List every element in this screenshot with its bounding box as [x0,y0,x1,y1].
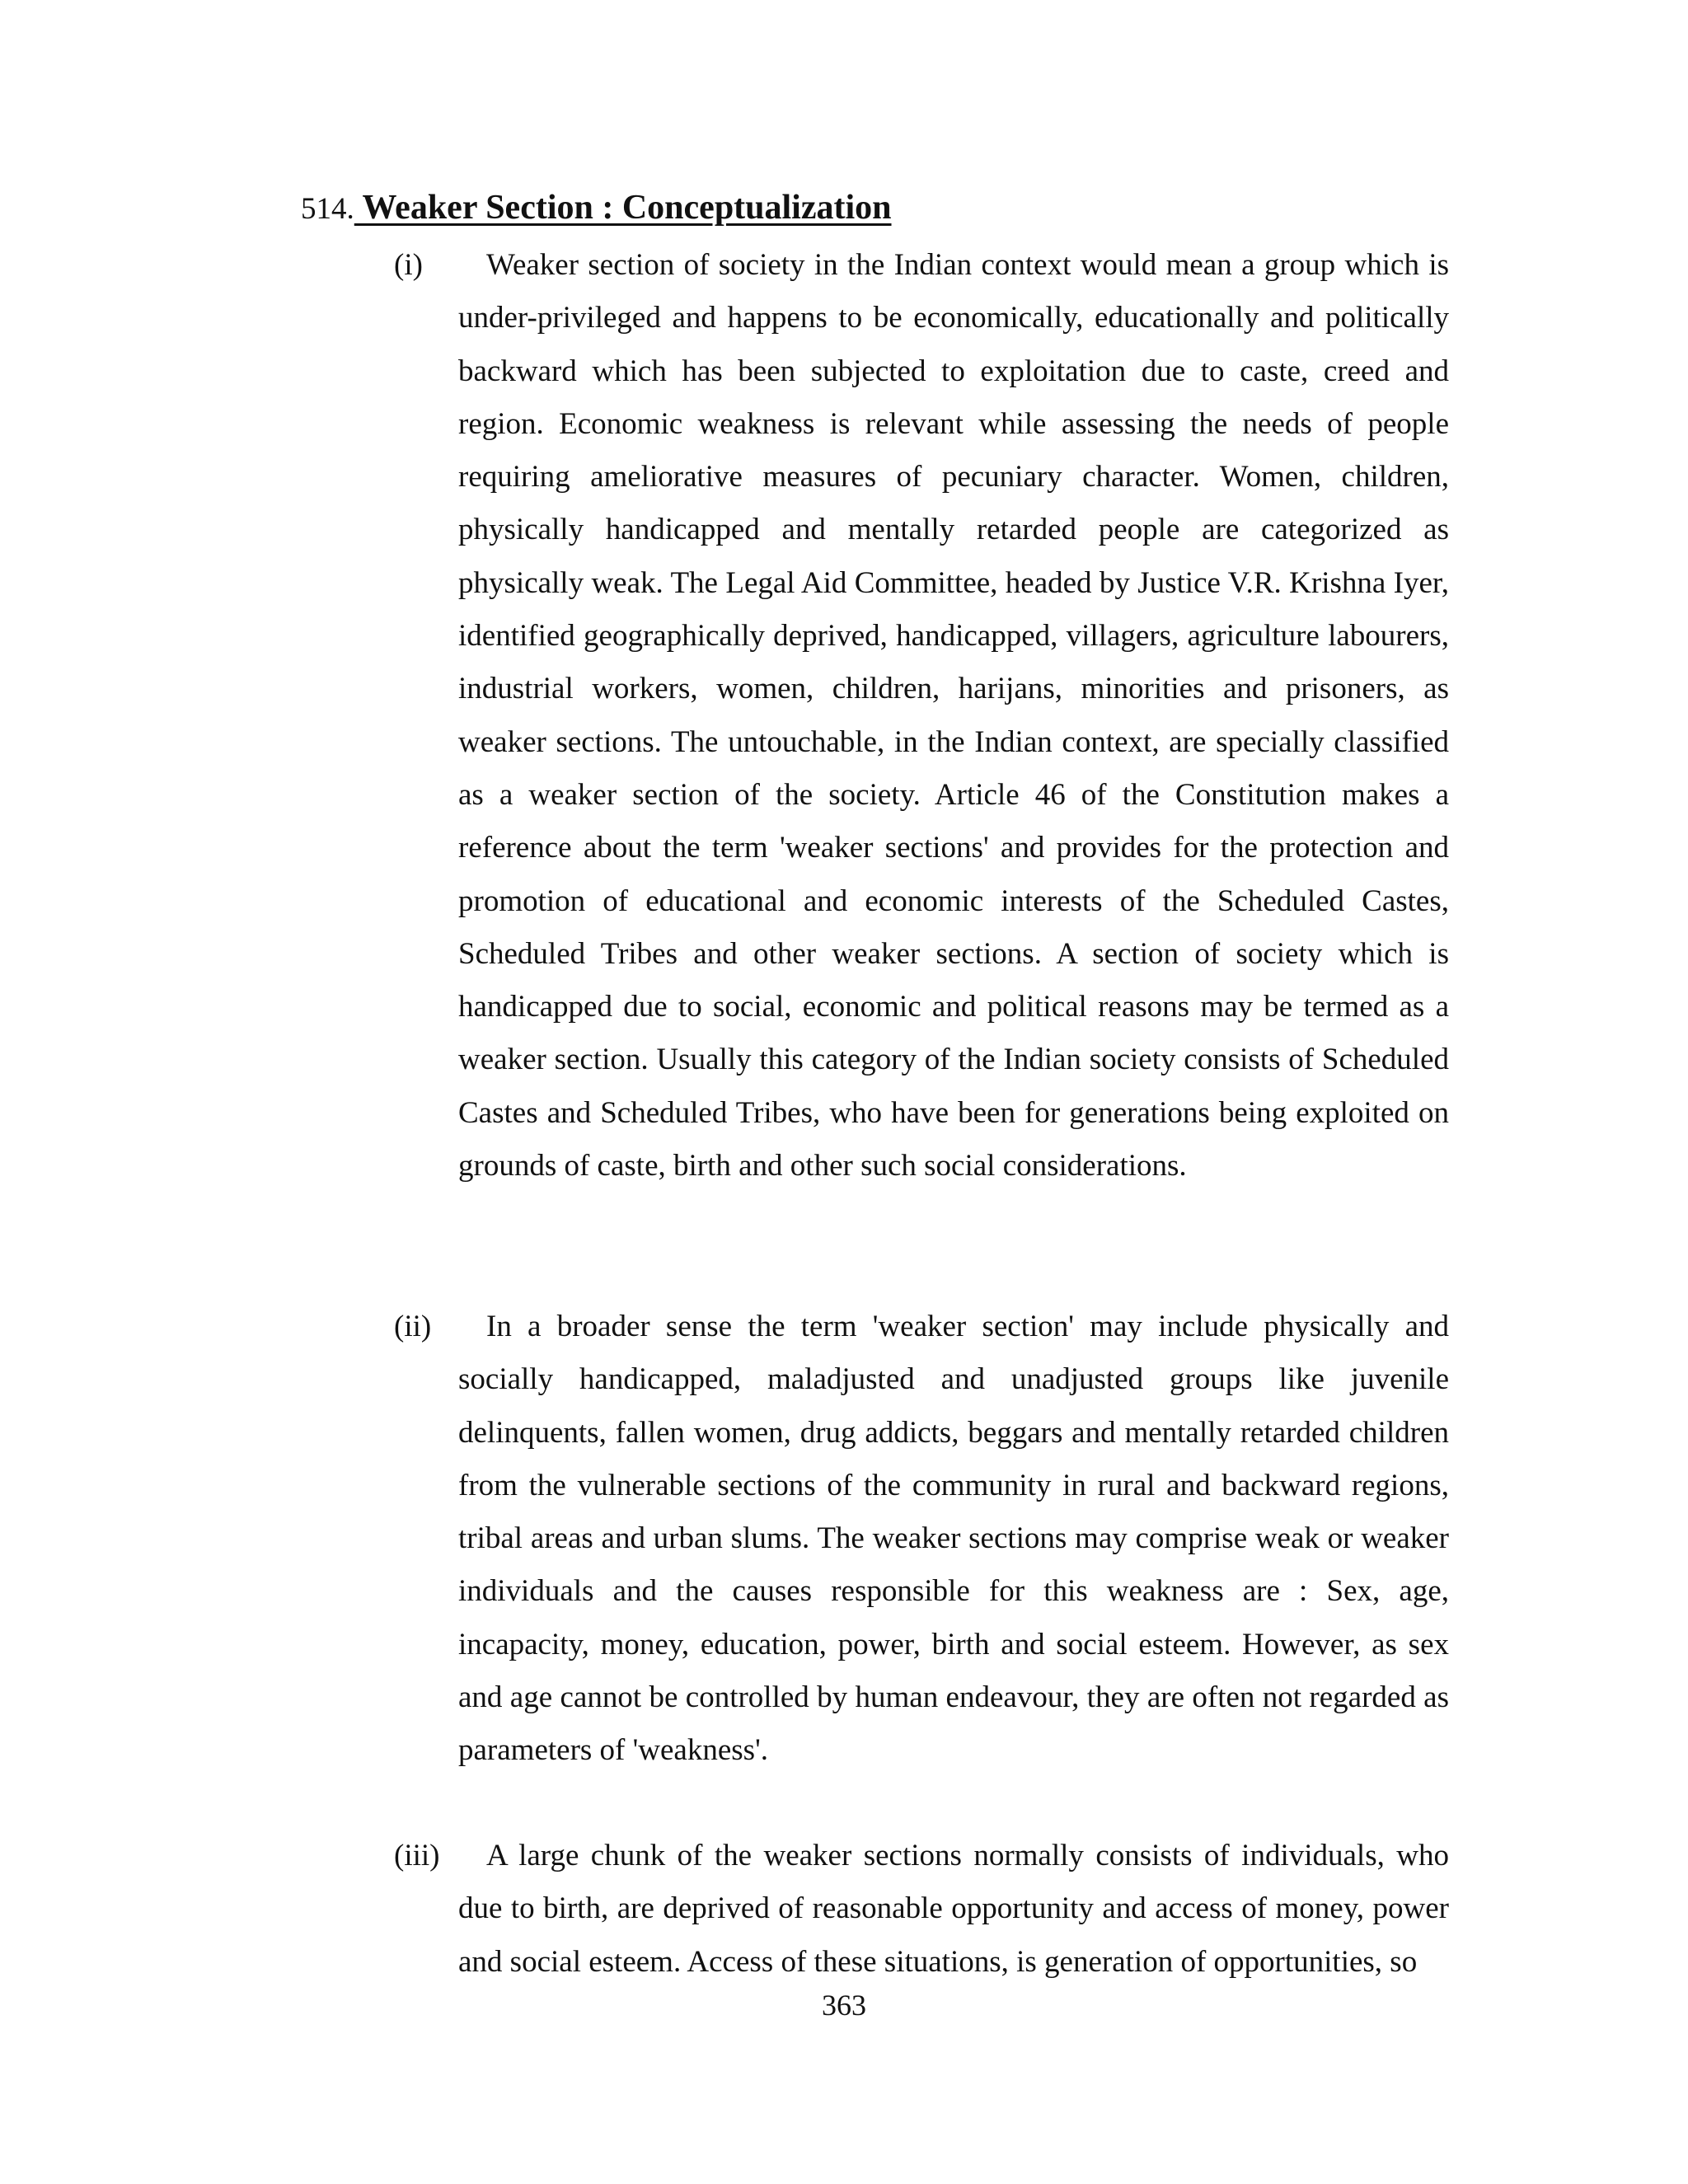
paragraph-label: (i) [394,248,423,282]
section-number: 514. [301,192,354,226]
paragraph-label: (ii) [394,1310,432,1343]
paragraph-label: (iii) [394,1839,440,1872]
paragraph-text: In a broader sense the term 'weaker section' may include physically and socially handicapped, maladjusted and unadjusted groups like juvenile delinquents, fallen women, drug addicts, beggars and mentally retarded children from the vulnerable sections of the community in rural and backward regions, tribal areas and urban slums. The weaker sections may comprise weak or weaker individuals and the causes responsible for this weakness are : Sex, age, incapacity, money, education, power, birth and social esteem. However, as sex and age cannot be controlled by human endeavour, they are often not regarded as parameters of 'weakness'. [458,1310,1449,1768]
paragraph-text: A large chunk of the weaker sections normally consists of individuals, who due to birth, are deprived of reasonable opportunity and access of money, power and social esteem. Access of these situations, is generation of opportunities, so [458,1839,1449,1979]
paragraph-item-i [394,239,1449,1193]
paragraph-item-ii [394,1301,1449,1778]
section-heading [301,183,892,234]
paragraph-item-iii [394,1830,1449,1989]
page-number: 363 [822,1989,866,2022]
section-title: Weaker Section : Conceptualization [354,189,892,227]
paragraph-text: Weaker section of society in the Indian context would mean a group which is under-privileged and happens to be economically, educationally and politically backward which has been subjected to exploitation due to caste, creed and region. Economic weakness is relevant while assessing the needs of people requiring ameliorative measures of pecuniary character. Women, children, physically handicapped and mentally retarded people are categorized as physically weak. The Legal Aid Committee, headed by Justice V.R. Krishna Iyer, identified geographically deprived, handicapped, villagers, agriculture labourers, industrial workers, women, children, harijans, minorities and prisoners, as weaker sections. The untouchable, in the Indian context, are specially classified as a weaker section of the society. Article 46 of the Constitution makes a reference about the term 'weaker sections' and provides for the protection and promotion of educational and economic interests of the Scheduled Castes, Scheduled Tribes and other weaker sections. A section of society which is handicapped due to social, economic and political reasons may be termed as a weaker section. Usually this category of the Indian society consists of Scheduled Castes and Scheduled Tribes, who have been for generations being exploited on grounds of caste, birth and other such social considerations. [458,248,1449,1183]
